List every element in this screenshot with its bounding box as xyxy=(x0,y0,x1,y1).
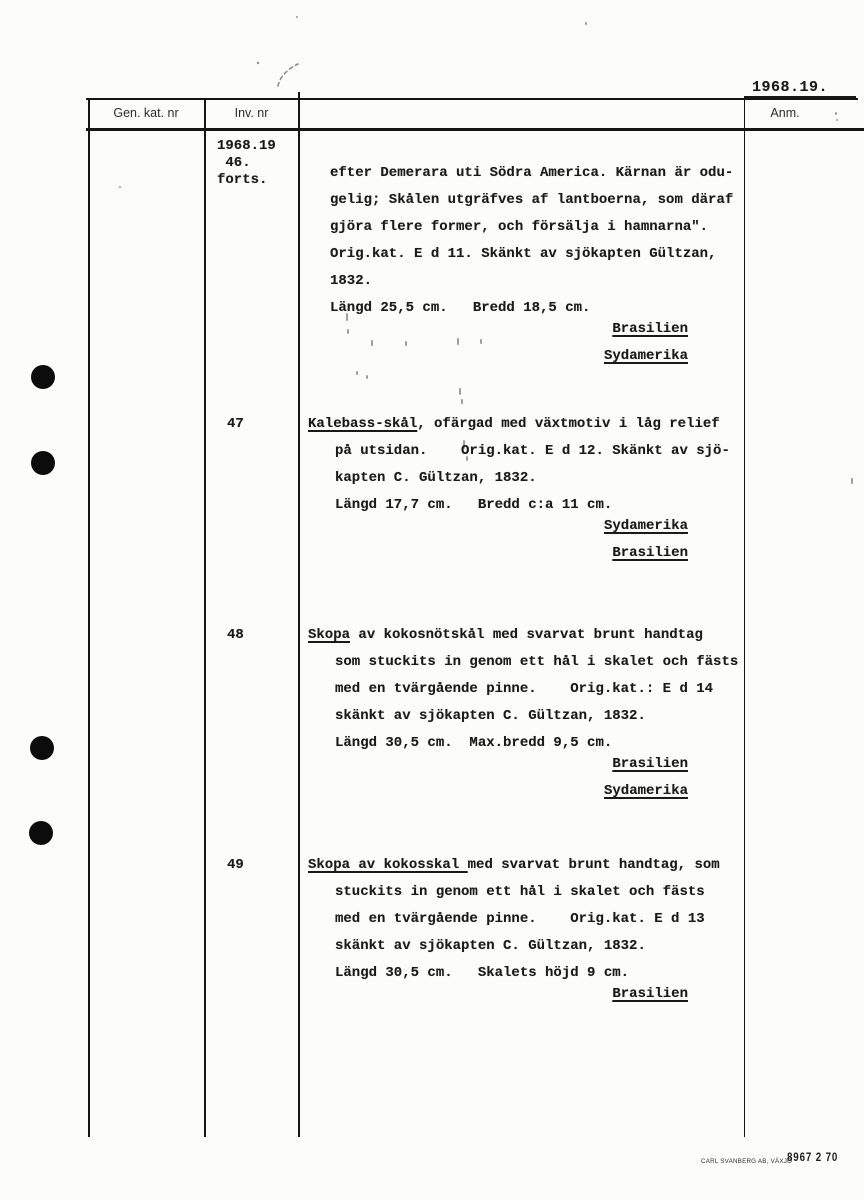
table-divider-inv-text xyxy=(298,92,300,1137)
entry-line: på utsidan. Orig.kat. E d 12. Skänkt av sjö- xyxy=(335,443,730,459)
region-label: Sydamerika xyxy=(603,783,688,799)
entry-line: Längd 25,5 cm. Bredd 18,5 cm. xyxy=(330,300,591,316)
scan-speck xyxy=(459,388,461,395)
column-header-gen-kat-nr: Gen. kat. nr xyxy=(113,106,179,120)
table-border-left xyxy=(88,98,90,1137)
scan-speck xyxy=(296,16,298,18)
punch-hole xyxy=(31,365,55,389)
scan-speck xyxy=(371,340,373,346)
table-divider-genkat-inv xyxy=(204,98,206,1137)
entry-line: efter Demerara uti Södra America. Kärnan är odu- xyxy=(330,165,734,181)
scan-speck xyxy=(480,339,482,344)
entry-line: kapten C. Gültzan, 1832. xyxy=(335,470,537,486)
table-header-rule xyxy=(86,128,864,131)
region-label: Brasilien xyxy=(612,756,688,772)
scan-speck xyxy=(366,375,368,379)
scan-speck xyxy=(405,341,407,346)
entry-line: med en tvärgående pinne. Orig.kat. E d 13 xyxy=(335,911,705,927)
scan-speck xyxy=(463,440,465,449)
entry-text xyxy=(308,852,748,1008)
entry-line: Längd 30,5 cm. Max.bredd 9,5 cm. xyxy=(335,735,613,751)
entry-line: Kalebass-skål, ofärgad med växtmotiv i låg relief xyxy=(308,416,720,432)
scan-speck xyxy=(461,399,463,404)
inventory-number: 1968.19 46. forts. xyxy=(217,138,276,188)
entry-line: gelig; Skålen utgräfves af lantboerna, som däraf xyxy=(330,192,734,208)
entry-line: som stuckits in genom ett hål i skalet och fästs xyxy=(335,654,739,670)
region-label: Sydamerika xyxy=(603,348,688,364)
entry-regions xyxy=(308,513,688,567)
punch-hole xyxy=(29,821,53,845)
entry-line: Längd 30,5 cm. Skalets höjd 9 cm. xyxy=(335,965,630,981)
scan-speck xyxy=(466,456,468,461)
table-top-rule xyxy=(86,98,858,100)
entry-line: gjöra flere former, och försälja i hamnarna". xyxy=(330,219,709,235)
entry-regions xyxy=(330,316,688,370)
entry-regions xyxy=(308,751,688,805)
inventory-number: 47 xyxy=(227,416,244,432)
scan-speck xyxy=(835,112,837,115)
scan-speck xyxy=(347,329,349,334)
scan-speck xyxy=(457,338,459,345)
punch-hole xyxy=(30,736,54,760)
entry-text xyxy=(308,622,748,805)
scan-speck xyxy=(119,186,121,188)
entry-line: skänkt av sjökapten C. Gültzan, 1832. xyxy=(335,708,646,724)
scan-speck xyxy=(356,371,358,375)
scan-speck xyxy=(585,22,587,25)
region-label: Brasilien xyxy=(612,545,688,561)
entry-text xyxy=(308,411,748,567)
inventory-number: 49 xyxy=(227,857,244,873)
page-ref-number: 1968.19. xyxy=(752,79,829,96)
scan-speck xyxy=(346,313,348,321)
column-header-inv-nr: Inv. nr xyxy=(234,106,269,120)
column-header-anm: Anm. xyxy=(770,106,800,120)
entry-line: med en tvärgående pinne. Orig.kat.: E d 14 xyxy=(335,681,714,697)
entry-line: 1832. xyxy=(330,273,373,289)
punch-hole xyxy=(31,451,55,475)
region-label: Sydamerika xyxy=(603,518,688,534)
entry-line: Skopa av kokosnötskål med svarvat brunt handtag xyxy=(308,627,703,643)
printer-mark: CARL SVANBERG AB, VÄXJÖ xyxy=(701,1158,793,1165)
region-label: Brasilien xyxy=(612,321,688,337)
entry-line: stuckits in genom ett hål i skalet och fästs xyxy=(335,884,705,900)
entry-text xyxy=(330,160,748,370)
entry-line: skänkt av sjökapten C. Gültzan, 1832. xyxy=(335,938,646,954)
scan-speck xyxy=(851,478,853,484)
inventory-number: 48 xyxy=(227,627,244,643)
pencil-squiggle xyxy=(248,50,312,94)
entry-line: Skopa av kokosskal med svarvat brunt handtag, som xyxy=(308,857,720,873)
print-code: 8967 2 70 xyxy=(787,1152,839,1164)
scan-speck xyxy=(836,119,838,121)
entry-line: Orig.kat. E d 11. Skänkt av sjökapten Gültzan, xyxy=(330,246,717,262)
entry-line: Längd 17,7 cm. Bredd c:a 11 cm. xyxy=(335,497,613,513)
region-label: Brasilien xyxy=(612,986,688,1002)
